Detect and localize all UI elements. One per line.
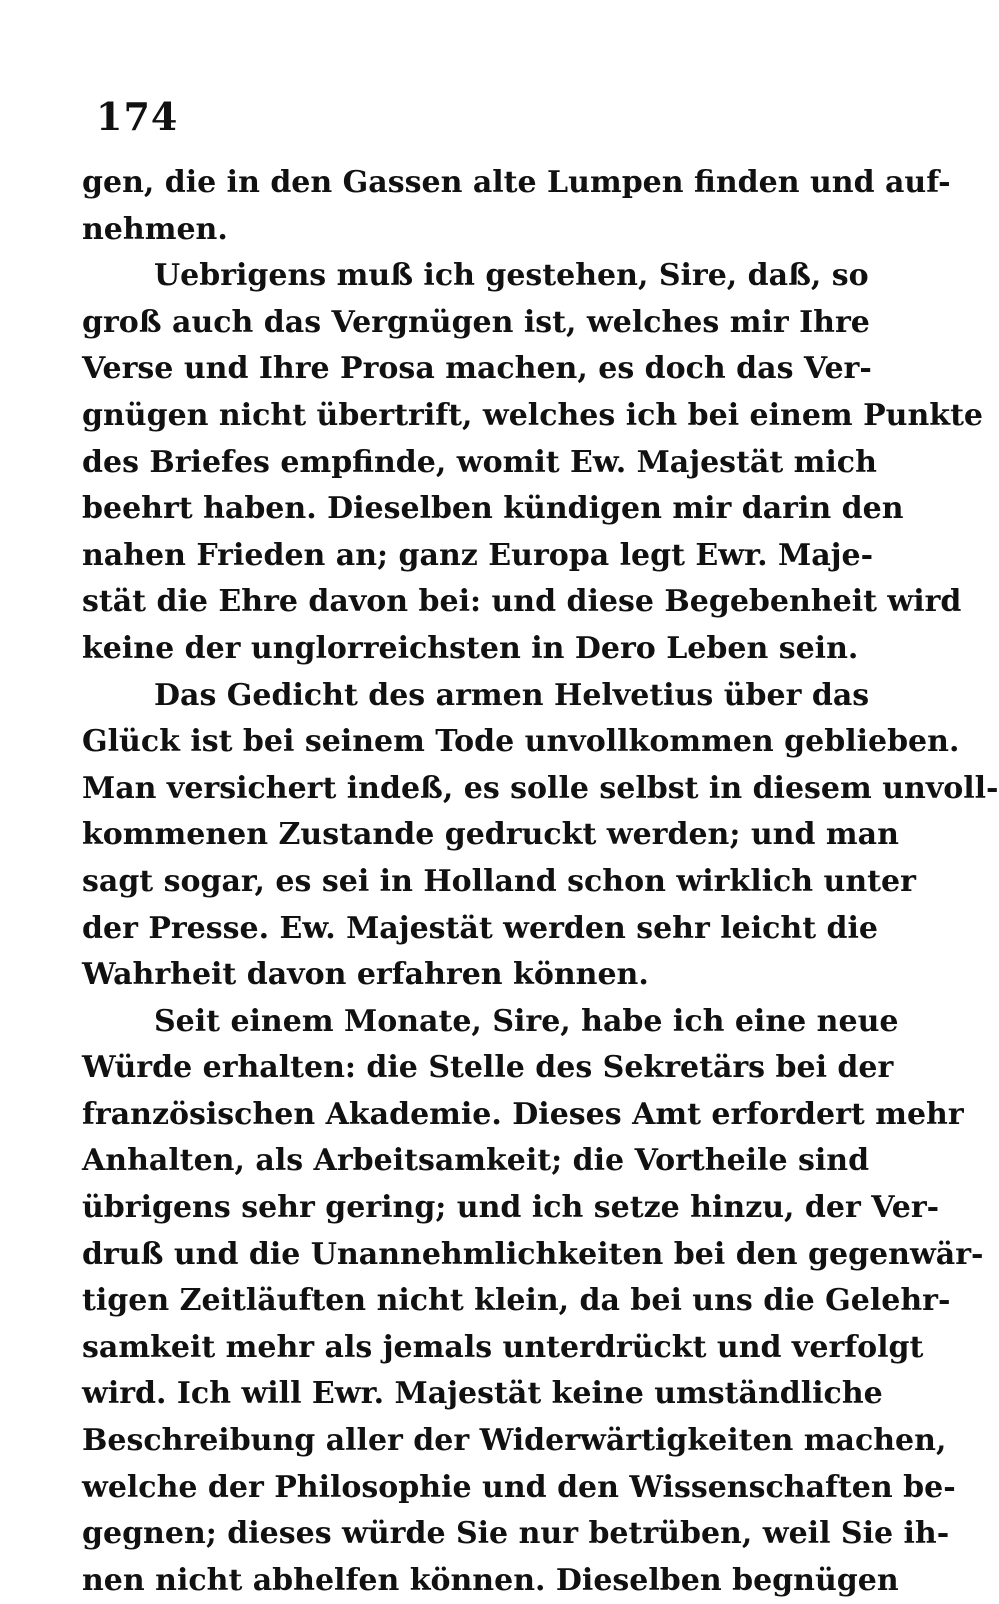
text-line: beehrt haben. Dieselben kündigen mir darin den xyxy=(82,491,904,527)
text-line: Beschreibung aller der Widerwärtigkeiten machen, xyxy=(82,1423,947,1459)
text-line: samkeit mehr als jemals unterdrückt und verfolgt xyxy=(82,1329,924,1365)
text-line: gegnen; dieses würde Sie nur betrüben, weil Sie ih- xyxy=(82,1516,950,1552)
text-line: Glück ist bei seinem Tode unvollkommen geblieben. xyxy=(82,724,960,760)
text-line: groß auch das Vergnügen ist, welches mir Ihre xyxy=(82,304,870,340)
text-line: gen, die in den Gassen alte Lumpen finden und auf- xyxy=(82,165,951,200)
text-line: keine der unglorreichsten in Dero Leben sein. xyxy=(82,630,859,666)
page-number: 174 xyxy=(96,94,179,139)
text-line: Seit einem Monate, Sire, habe ich eine neue xyxy=(154,1003,899,1039)
text-line: Wahrheit davon erfahren können. xyxy=(82,957,649,993)
text-line: französischen Akademie. Dieses Amt erfordert mehr xyxy=(82,1096,964,1132)
text-line: wird. Ich will Ewr. Majestät keine umständliche xyxy=(82,1376,883,1412)
body-text xyxy=(82,160,999,1604)
text-line: des Briefes empfinde, womit Ew. Majestät mich xyxy=(82,444,877,480)
text-line: übrigens sehr gering; und ich setze hinzu, der Ver- xyxy=(82,1190,940,1226)
text-line: stät die Ehre davon bei: und diese Begebenheit wird xyxy=(82,584,962,620)
text-line: druß und die Unannehmlichkeiten bei den gegenwär- xyxy=(82,1236,984,1272)
text-line: Uebrigens muß ich gestehen, Sire, daß, so xyxy=(154,258,869,294)
text-line: gnügen nicht übertrift, welches ich bei einem Punkte xyxy=(82,397,984,433)
text-line: Würde erhalten: die Stelle des Sekretärs bei der xyxy=(82,1050,894,1086)
text-line: nen nicht abhelfen können. Dieselben begnügen xyxy=(82,1562,899,1598)
text-line: Anhalten, als Arbeitsamkeit; die Vortheile sind xyxy=(82,1143,870,1179)
text-line: Das Gedicht des armen Helvetius über das xyxy=(154,677,870,713)
text-line: Man versichert indeß, es solle selbst in diesem unvoll- xyxy=(82,770,999,806)
text-line: nahen Frieden an; ganz Europa legt Ewr. Maje- xyxy=(82,537,874,573)
text-line: nehmen. xyxy=(82,211,228,247)
text-line: tigen Zeitläuften nicht klein, da bei uns die Gelehr- xyxy=(82,1283,951,1319)
text-line: der Presse. Ew. Majestät werden sehr leicht die xyxy=(82,910,878,946)
text-line: sagt sogar, es sei in Holland schon wirklich unter xyxy=(82,863,916,899)
text-line: Verse und Ihre Prosa machen, es doch das Ver- xyxy=(82,351,872,387)
text-line: welche der Philosophie und den Wissenschaften be- xyxy=(82,1469,956,1505)
text-line: kommenen Zustande gedruckt werden; und man xyxy=(82,817,899,853)
